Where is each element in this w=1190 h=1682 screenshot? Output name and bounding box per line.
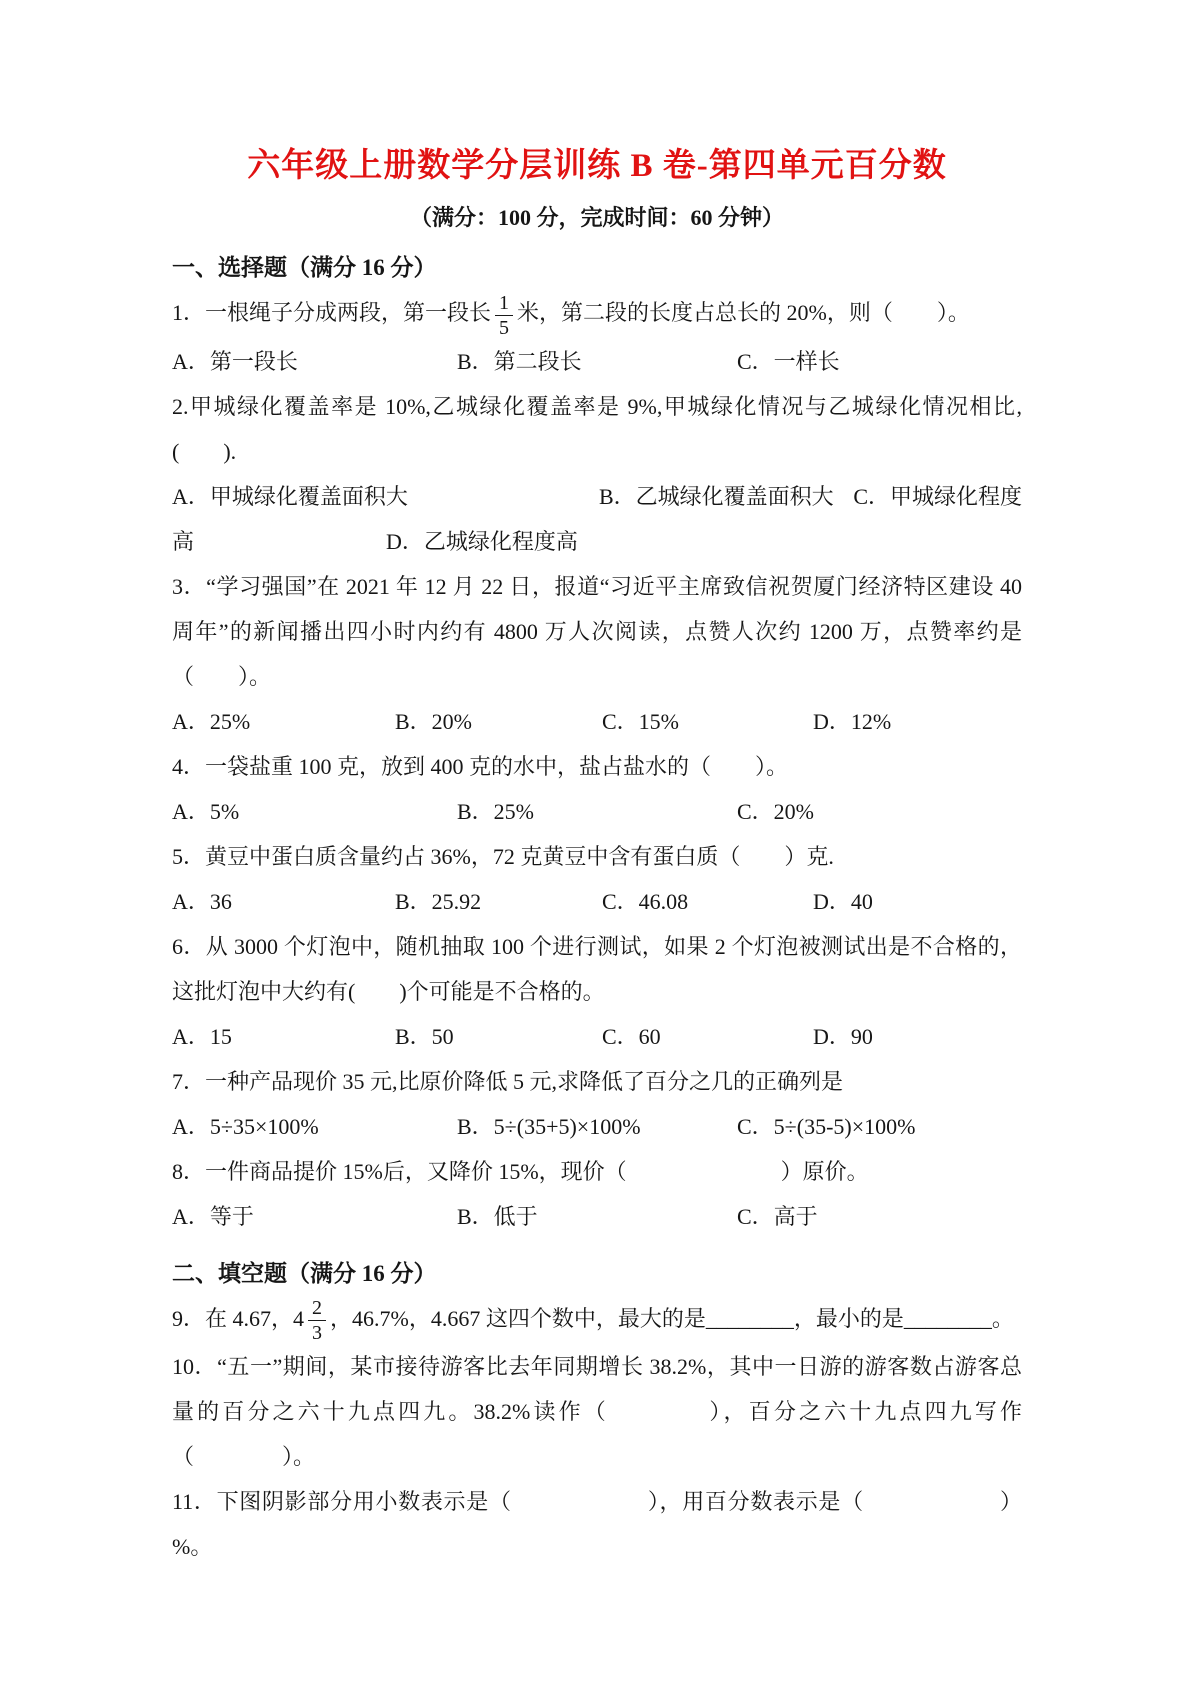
question-1-text-post: 米，第二段的长度占总长的 20%，则（ ）。 bbox=[517, 300, 970, 326]
question-5: 5．黄豆中蛋白质含量约占 36%，72 克黄豆中含有蛋白质（ ）克. bbox=[172, 843, 834, 869]
question-5-options bbox=[172, 879, 1022, 924]
question-6: 6．从 3000 个灯泡中，随机抽取 100 个进行测试，如果 2 个灯泡被测试出是不合格的，这批灯泡中大约有( )个可能是不合格的。 bbox=[172, 933, 1022, 1004]
option-d: D．12% bbox=[813, 708, 892, 734]
option-c: C．15% bbox=[602, 708, 680, 734]
fraction-numerator: 1 bbox=[495, 292, 513, 316]
option-c: C．一样长 bbox=[737, 348, 840, 374]
option-c-continuation: 高 bbox=[172, 528, 195, 554]
option-a: A．15 bbox=[172, 1023, 232, 1049]
section-2-heading: 二、填空题（满分 16 分） bbox=[172, 1260, 437, 1286]
fraction-numerator: 2 bbox=[308, 1297, 326, 1321]
option-b: B．低于 bbox=[457, 1203, 538, 1229]
option-a: A．36 bbox=[172, 888, 232, 914]
question-7: 7．一种产品现价 35 元,比原价降低 5 元,求降低了百分之几的正确列是 bbox=[172, 1068, 844, 1094]
question-2: 2.甲城绿化覆盖率是 10%,乙城绿化覆盖率是 9%,甲城绿化情况与乙城绿化情况相比,( ). bbox=[172, 393, 1022, 464]
option-b: B．第二段长 bbox=[457, 348, 582, 374]
option-d: D．40 bbox=[813, 888, 873, 914]
option-c: C．高于 bbox=[737, 1203, 818, 1229]
question-9-text-pre: 9．在 4.67， bbox=[172, 1305, 294, 1331]
fraction-denominator: 3 bbox=[312, 1322, 323, 1345]
option-c: C．5÷(35-5)×100% bbox=[737, 1113, 916, 1139]
option-b: B．25.92 bbox=[395, 888, 482, 914]
page-subtitle: （满分：100 分，完成时间：60 分钟） bbox=[409, 205, 784, 231]
option-c: C．60 bbox=[602, 1023, 661, 1049]
question-8: 8．一件商品提价 15%后，又降价 15%，现价（ ）原价。 bbox=[172, 1158, 869, 1184]
question-3: 3．“学习强国”在 2021 年 12 月 22 日，报道“习近平主席致信祝贺厦门经济特区建设 40 周年”的新闻播出四小时内约有 4800 万人次阅读，点赞人次约 1200 万，点赞率约是（ ）。 bbox=[172, 573, 1022, 689]
option-a: A．甲城绿化覆盖面积大 bbox=[172, 483, 408, 509]
option-a: A．25% bbox=[172, 708, 251, 734]
question-4-options bbox=[172, 789, 1022, 834]
option-d: D．90 bbox=[813, 1023, 873, 1049]
option-d: D．乙城绿化程度高 bbox=[386, 528, 578, 554]
option-b: B．20% bbox=[395, 708, 473, 734]
question-11: 11．下图阴影部分用小数表示是（ ），用百分数表示是（ ）%。 bbox=[172, 1489, 1022, 1560]
option-c: C．甲城绿化程度 bbox=[853, 483, 1022, 509]
question-8-options bbox=[172, 1194, 1022, 1239]
option-a: A．5% bbox=[172, 798, 240, 824]
question-7-options bbox=[172, 1104, 1022, 1149]
option-b: B．50 bbox=[395, 1023, 454, 1049]
question-9 bbox=[172, 1296, 1022, 1344]
page-title: 六年级上册数学分层训练 B 卷-第四单元百分数 bbox=[247, 148, 947, 184]
question-1 bbox=[172, 290, 1022, 338]
fraction-denominator: 5 bbox=[499, 316, 510, 339]
fraction-two-thirds bbox=[306, 1297, 328, 1344]
fraction-one-fifth bbox=[493, 292, 515, 339]
option-b: B．25% bbox=[457, 798, 535, 824]
option-b: B．乙城绿化覆盖面积大 bbox=[598, 483, 834, 509]
question-10: 10．“五一”期间，某市接待游客比去年同期增长 38.2%，其中一日游的游客数占游客总量的百分之六十九点四九。38.2%读作（ ），百分之六十九点四九写作（ ）。 bbox=[172, 1354, 1022, 1470]
question-4: 4．一袋盐重 100 克，放到 400 克的水中，盐占盐水的（ ）。 bbox=[172, 753, 789, 779]
option-a: A．等于 bbox=[172, 1203, 254, 1229]
section-1-heading: 一、选择题（满分 16 分） bbox=[172, 255, 437, 281]
question-9-text-post: ，46.7%，4.667 这四个数中，最大的是________，最小的是________。 bbox=[330, 1305, 1014, 1331]
option-c: C．46.08 bbox=[602, 888, 689, 914]
question-6-options bbox=[172, 1014, 1022, 1059]
mixed-number-whole: 4 bbox=[293, 1305, 305, 1331]
question-3-options bbox=[172, 699, 1022, 744]
question-1-text-pre: 1．一根绳子分成两段，第一段长 bbox=[172, 300, 492, 326]
question-2-options-row-1 bbox=[172, 474, 1022, 519]
option-a: A．第一段长 bbox=[172, 348, 298, 374]
option-c: C．20% bbox=[737, 798, 815, 824]
option-b: B．5÷(35+5)×100% bbox=[457, 1113, 641, 1139]
option-a: A．5÷35×100% bbox=[172, 1113, 319, 1139]
question-2-options-row-2 bbox=[172, 519, 1022, 564]
question-1-options bbox=[172, 339, 1022, 384]
